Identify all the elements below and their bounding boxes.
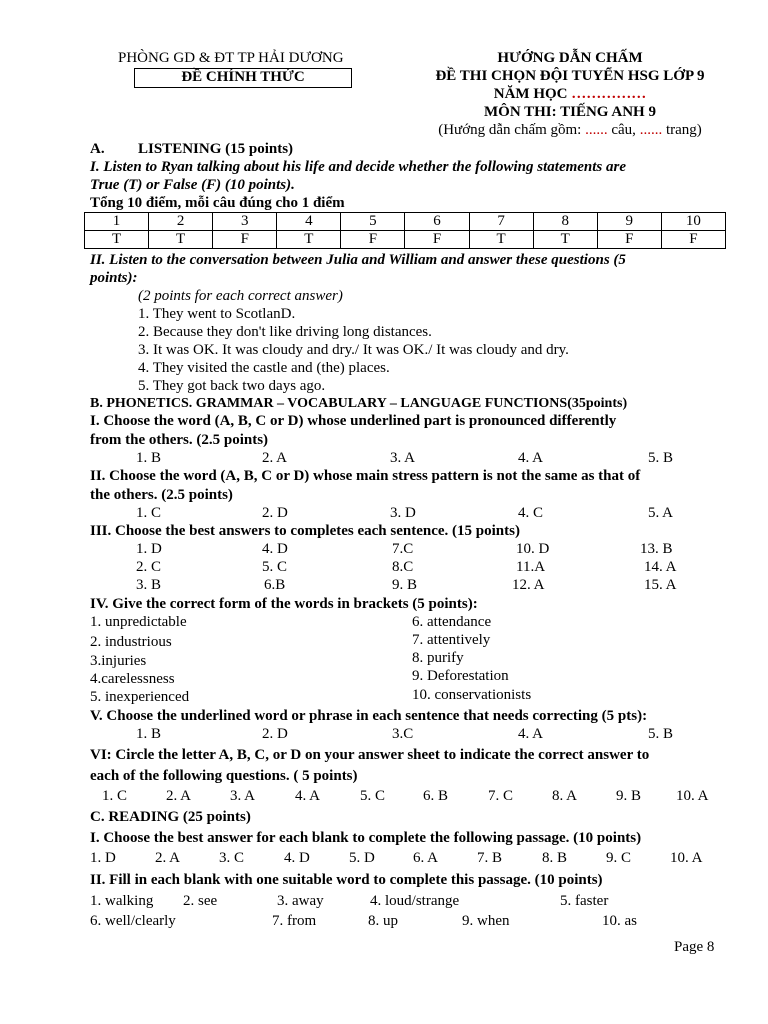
list-item: 3. It was OK. It was cloudy and dry./ It was OK./ It was cloudy and dry. [138,342,569,358]
table-row-answers [85,231,726,249]
answer-item: 5. C [360,788,386,804]
table-cell: 7 [469,213,533,231]
list-item: 2. Because they don't like driving long distances. [138,324,432,340]
question-heading: VI: Circle the letter A, B, C, or D on your answer sheet to indicate the correct answer to [90,747,650,763]
answer-item: 6. well/clearly [90,913,176,929]
question-heading: III. Choose the best answers to completes each sentence. (15 points) [90,523,520,539]
subject-title: MÔN THI: TIẾNG ANH 9 [484,104,656,120]
answer-item: 4. A [518,726,544,742]
answer-item: 4. D [284,850,310,866]
answer-item: 1. C [136,505,162,521]
answer-item: 2. D [262,505,288,521]
answer-item: 10. D [516,541,550,557]
answer-item: 15. A [644,577,677,593]
table-cell: T [469,231,533,249]
answer-item: 3. A [390,450,416,466]
answer-item: 7. from [272,913,317,929]
table-cell: 9 [597,213,661,231]
answer-item: 10. A [670,850,703,866]
answer-item: 1. C [102,788,128,804]
list-item: 8. purify [412,650,464,666]
guide-note [400,122,740,139]
answer-item: 5. faster [560,893,609,909]
answer-item: 4. A [518,450,544,466]
list-item: 2. industrious [90,634,172,650]
answer-item: 1. D [136,541,162,557]
table-cell: 3 [213,213,277,231]
points-note: (2 points for each correct answer) [138,288,343,304]
answer-item: 14. A [644,559,677,575]
table-cell: 4 [277,213,341,231]
table-cell: T [533,231,597,249]
table-cell: T [149,231,213,249]
answer-item: 6. A [413,850,439,866]
answer-item: 10. as [602,913,637,929]
answer-item: 7. B [477,850,503,866]
school-year-dots: …………… [571,86,647,102]
official-exam-label: ĐỀ CHÍNH THỨC [181,69,305,85]
guide-note-part: (Hướng dẫn chấm gồm: [438,122,586,138]
answer-item: 5. D [349,850,375,866]
section-a-heading: LISTENING (15 points) [138,141,294,157]
answer-item: 4. D [262,541,288,557]
list-item: 4. They visited the castle and (the) places. [138,360,390,376]
question-heading: V. Choose the underlined word or phrase in each sentence that needs correcting (5 pts): [90,708,648,724]
answer-item: 6. B [423,788,449,804]
table-cell: F [213,231,277,249]
question-heading-cont: from the others. (2.5 points) [90,432,269,448]
school-year-label: NĂM HỌC [493,86,572,102]
answer-guide-title: HƯỚNG DẪN CHẤM [497,50,643,66]
list-item: 5. They got back two days ago. [138,378,326,394]
answer-item: 2. A [155,850,181,866]
answer-item: 9. when [462,913,510,929]
guide-note-part: trang) [662,122,702,138]
guide-dots-1: ...... [585,122,608,138]
guide-dots-2: ...... [639,122,663,138]
question-heading-cont: each of the following questions. ( 5 points) [90,768,358,784]
true-false-answer-table [84,212,726,249]
question-heading: I. Choose the word (A, B, C or D) whose underlined part is pronounced differently [90,413,617,429]
answer-item: 3. D [390,505,416,521]
answer-item: 5. B [648,726,674,742]
table-cell: 10 [661,213,725,231]
section-a-letter: A. [90,141,105,157]
section-b-heading: B. PHONETICS. GRAMMAR – VOCABULARY – LANGUAGE FUNCTIONS(35points) [90,396,628,411]
guide-note-part: câu, [607,122,640,138]
question-heading: II. Choose the word (A, B, C or D) whose main stress pattern is not the same as that of [90,468,641,484]
table-cell: 5 [341,213,405,231]
answer-item: 1. D [90,850,116,866]
table-cell: 8 [533,213,597,231]
answer-item: 2. A [166,788,192,804]
answer-item: 2. C [136,559,162,575]
answer-item: 1. walking [90,893,154,909]
table-cell: F [341,231,405,249]
table-row-numbers [85,213,726,231]
scoring-note: Tổng 10 điểm, mỗi câu đúng cho 1 điểm [90,195,345,211]
table-cell: F [661,231,725,249]
answer-item: 7.C [392,541,414,557]
question-heading-cont: the others. (2.5 points) [90,487,233,503]
answer-item: 5. A [648,505,674,521]
table-cell: F [405,231,469,249]
answer-item: 1. B [136,450,162,466]
list-item: 1. unpredictable [90,614,187,630]
list-item: 1. They went to ScotlanD. [138,306,296,322]
listening-part1-instruction: I. Listen to Ryan talking about his life and decide whether the following statements are [90,159,627,175]
answer-item: 9. B [616,788,642,804]
answer-item: 2. D [262,726,288,742]
answer-item: 9. B [392,577,418,593]
list-item: 6. attendance [412,614,492,630]
exam-title: ĐỀ THI CHỌN ĐỘI TUYỂN HSG LỚP 9 [435,68,705,84]
question-heading: IV. Give the correct form of the words in brackets (5 points): [90,596,478,612]
listening-part2-instruction-cont: points): [90,270,138,286]
table-cell: 2 [149,213,213,231]
list-item: 4.carelessness [90,671,175,687]
table-cell: T [85,231,149,249]
list-item: 7. attentively [412,632,491,648]
answer-item: 3. away [277,893,324,909]
section-c-heading: C. READING (25 points) [90,809,251,825]
answer-item: 8. up [368,913,398,929]
answer-item: 8. B [542,850,568,866]
school-year [400,86,740,103]
answer-item: 7. C [488,788,514,804]
answer-item: 6.B [264,577,286,593]
answer-item: 2. A [262,450,288,466]
answer-item: 5. C [262,559,288,575]
answer-item: 1. B [136,726,162,742]
list-item: 10. conservationists [412,687,532,703]
answer-item: 4. loud/strange [370,893,460,909]
listening-part2-instruction: II. Listen to the conversation between Julia and William and answer these questions (5 [90,252,626,268]
answer-item: 4. C [518,505,544,521]
answer-item: 3. A [230,788,256,804]
answer-item: 12. A [512,577,545,593]
list-item: 5. inexperienced [90,689,190,705]
answer-item: 3. B [136,577,162,593]
answer-item: 3. C [219,850,245,866]
department-name: PHÒNG GD & ĐT TP HẢI DƯƠNG [118,50,344,66]
answer-item: 8.C [392,559,414,575]
table-cell: F [597,231,661,249]
listening-part1-instruction-cont: True (T) or False (F) (10 points). [90,177,295,193]
answer-item: 8. A [552,788,578,804]
answer-item: 4. A [295,788,321,804]
answer-item: 2. see [183,893,218,909]
question-heading: II. Fill in each blank with one suitable word to complete this passage. (10 points) [90,872,603,888]
question-heading: I. Choose the best answer for each blank to complete the following passage. (10 points) [90,830,642,846]
answer-item: 13. B [640,541,673,557]
table-cell: T [277,231,341,249]
page-number: Page 8 [674,939,715,955]
answer-item: 3.C [392,726,414,742]
table-cell: 6 [405,213,469,231]
answer-item: 9. C [606,850,632,866]
table-cell: 1 [85,213,149,231]
list-item: 3.injuries [90,653,147,669]
answer-item: 10. A [676,788,709,804]
answer-item: 5. B [648,450,674,466]
answer-item: 11.A [516,559,546,575]
list-item: 9. Deforestation [412,668,509,684]
